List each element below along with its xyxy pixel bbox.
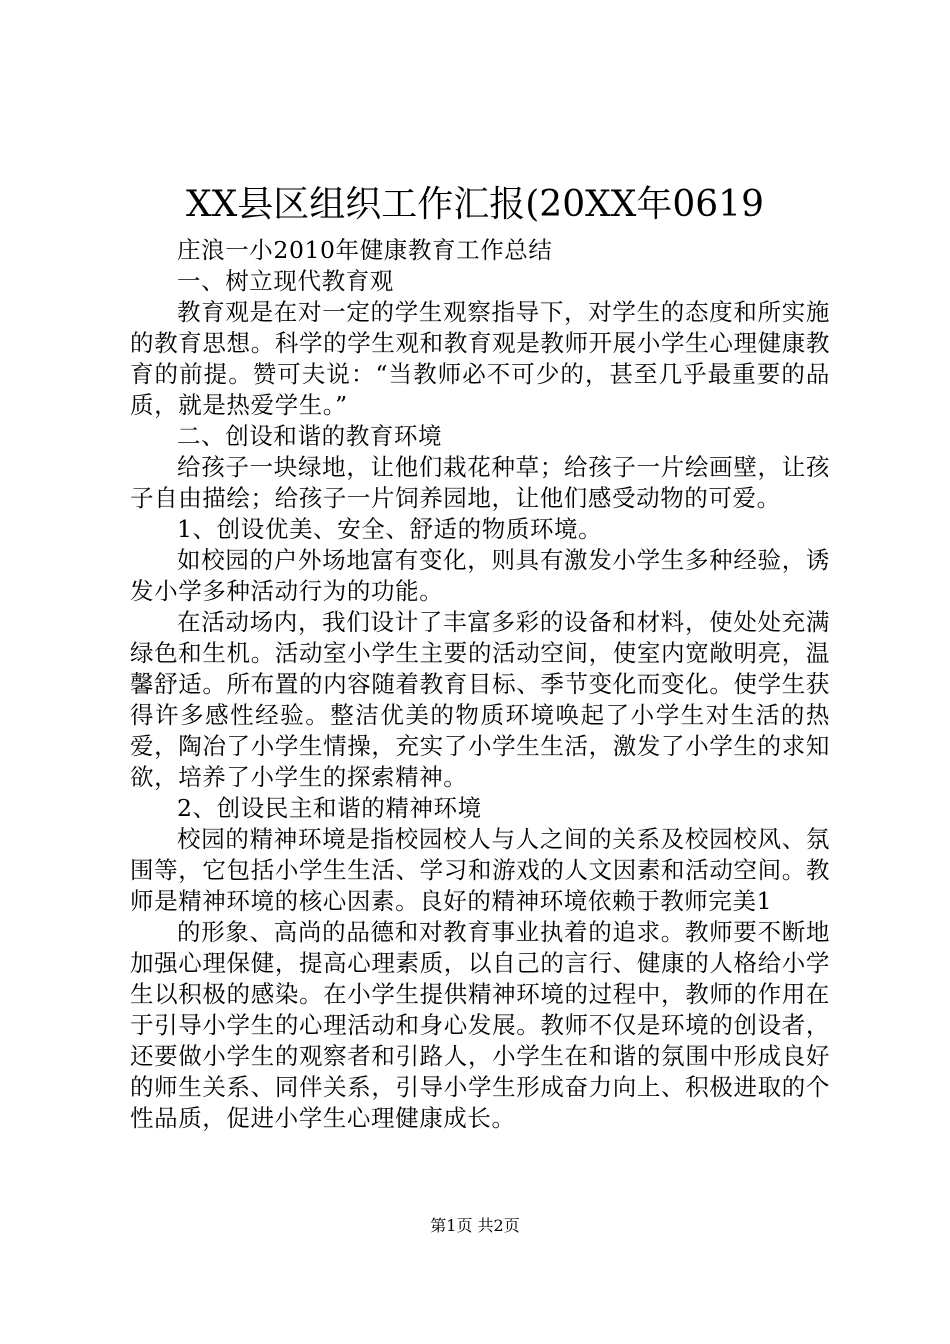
paragraph: 给孩子一块绿地，让他们栽花种草；给孩子一片绘画壁，让孩子自由描绘；给孩子一片饲养园地，让他们感受动物的可爱。 [130,453,830,512]
paragraph: 的形象、高尚的品德和对教育事业执着的追求。教师要不断地加强心理保健，提高心理素质，以自己的言行、健康的人格给小学生以积极的感染。在小学生提供精神环境的过程中，教师的作用在于引导小学生的心理活动和身心发展。教师不仅是环境的创设者，还要做小学生的观察者和引路人，小学生在和谐的氛围中形成良好的师生关系、同伴关系，引导小学生形成奋力向上、积极进取的个性品质，促进小学生心理健康成长。 [130,918,830,1132]
document-title: XX县区组织工作汇报(20XX年0619 [186,184,764,225]
paragraph: 教育观是在对一定的学生观察指导下，对学生的态度和所实施的教育思想。科学的学生观和教育观是教师开展小学生心理健康教育的前提。赞可夫说：“当教师必不可少的，甚至几乎最重要的品质，就是热爱学生。” [130,298,830,419]
section-heading-2: 二、创设和谐的教育环境 [177,422,443,450]
paragraph-heading: 庄浪一小2010年健康教育工作总结 [177,236,553,264]
paragraph: 校园的精神环境是指校园校人与人之间的关系及校园校风、氛围等，它包括小学生生活、学习和游戏的人文因素和活动空间。教师是精神环境的核心因素。良好的精神环境依赖于教师完美1 [130,825,830,915]
page-number: 第1页 共2页 [430,1216,520,1235]
paragraph: 在活动场内，我们设计了丰富多彩的设备和材料，使处处充满绿色和生机。活动室小学生主要的活动空间，使室内宽敞明亮，温馨舒适。所布置的内容随着教育目标、季节变化而变化。使学生获得许多感性经验。整洁优美的物质环境唤起了小学生对生活的热爱，陶冶了小学生情操，充实了小学生生活，激发了小学生的求知欲，培养了小学生的探索精神。 [130,608,830,791]
section-heading-1: 一、树立现代教育观 [177,267,394,295]
document-body [130,235,830,1134]
paragraph: 如校园的户外场地富有变化，则具有激发小学生多种经验，诱发小学多种活动行为的功能。 [130,546,830,605]
subsection-heading-2: 2、创设民主和谐的精神环境 [177,794,482,822]
subsection-heading-1: 1、创设优美、安全、舒适的物质环境。 [177,515,603,543]
